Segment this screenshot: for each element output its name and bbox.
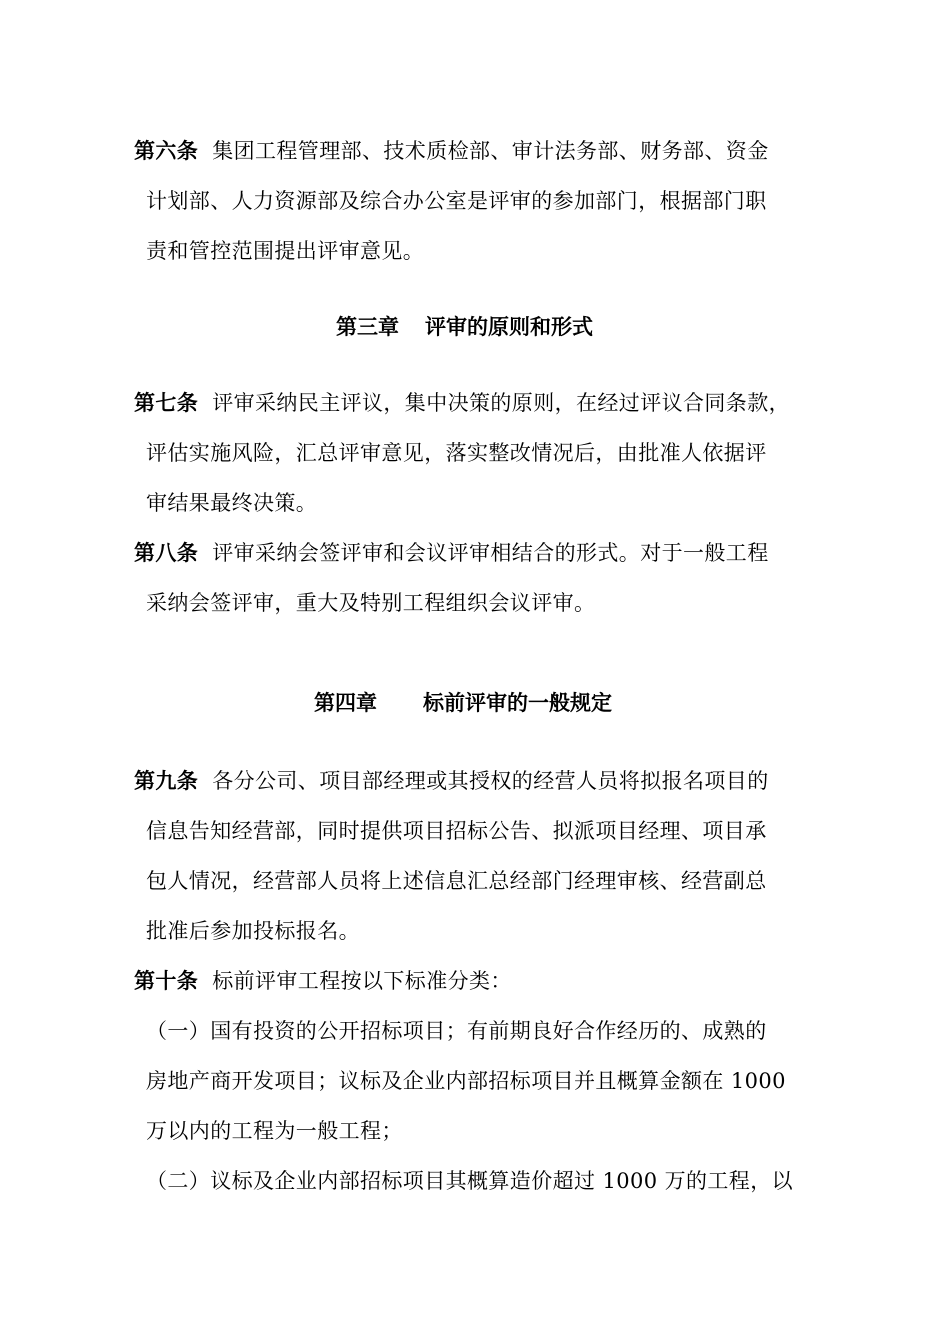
chapter-4-number: 第四章 xyxy=(314,691,377,715)
article-8-line-2: 采纳会签评审，重大及特别工程组织会议评审。 xyxy=(146,591,596,615)
article-10-line-1 xyxy=(134,966,512,996)
article-6-line-3: 责和管控范围提出评审意见。 xyxy=(146,239,425,263)
article-9-text-1: 各分公司、项目部经理或其授权的经营人员将拟报名项目的 xyxy=(212,769,769,793)
article-6-label: 第六条 xyxy=(134,139,199,163)
chapter-3-number: 第三章 xyxy=(336,315,399,339)
chapter-4-heading xyxy=(314,688,612,718)
article-10-item-1-line-1: （一）国有投资的公开招标项目；有前期良好合作经历的、成熟的 xyxy=(146,1019,767,1043)
article-8-label: 第八条 xyxy=(134,541,199,565)
article-7-line-1 xyxy=(134,388,790,418)
article-8-line-1 xyxy=(134,538,769,568)
article-10-item-1-line-3: 万以内的工程为一般工程； xyxy=(146,1119,403,1143)
article-7-line-2: 评估实施风险，汇总评审意见，落实整改情况后，由批准人依据评 xyxy=(146,441,767,465)
article-9-line-2: 信息告知经营部，同时提供项目招标公告、拟派项目经理、项目承 xyxy=(146,819,767,843)
chapter-3-title: 评审的原则和形式 xyxy=(425,315,593,339)
article-7-label: 第七条 xyxy=(134,391,199,415)
chapter-3-heading xyxy=(336,312,593,342)
article-6-line-2: 计划部、人力资源部及综合办公室是评审的参加部门，根据部门职 xyxy=(146,189,767,213)
article-10-text-1: 标前评审工程按以下标准分类： xyxy=(212,969,512,993)
article-6-line-1 xyxy=(134,136,769,166)
article-7-text-1: 评审采纳民主评议，集中决策的原则，在经过评议合同条款， xyxy=(212,391,791,415)
article-7-line-3: 审结果最终决策。 xyxy=(146,491,318,515)
article-10-item-1-line-2: 房地产商开发项目；议标及企业内部招标项目并且概算金额在 1000 xyxy=(146,1069,786,1093)
article-10-label: 第十条 xyxy=(134,969,199,993)
article-9-line-4: 批准后参加投标报名。 xyxy=(146,919,360,943)
article-6-text-1: 集团工程管理部、技术质检部、审计法务部、财务部、资金 xyxy=(212,139,769,163)
article-8-text-1: 评审采纳会签评审和会议评审相结合的形式。对于一般工程 xyxy=(212,541,769,565)
article-9-line-1 xyxy=(134,766,769,796)
article-9-label: 第九条 xyxy=(134,769,199,793)
article-10-item-2-line-1: （二）议标及企业内部招标项目其概算造价超过 1000 万的工程，以 xyxy=(146,1169,793,1193)
chapter-4-title: 标前评审的一般规定 xyxy=(423,691,612,715)
article-9-line-3: 包人情况，经营部人员将上述信息汇总经部门经理审核、经营副总 xyxy=(146,869,767,893)
